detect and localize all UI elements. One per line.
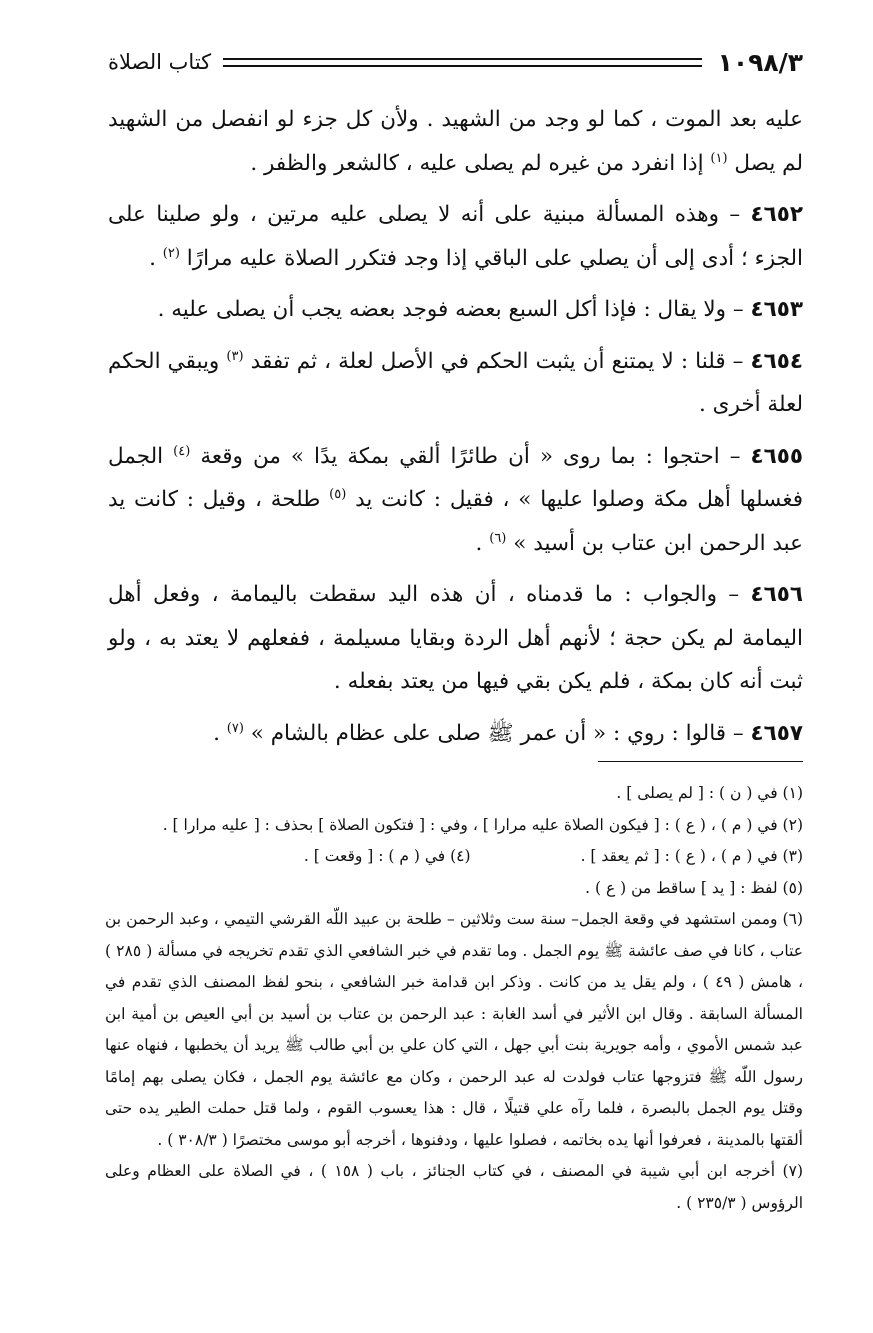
footnote-1: (١) في ( ن ) : [ لم يصلى ] . [616,784,803,802]
paragraph-number: ٤٦٥٧ [750,720,803,746]
book-title: كتاب الصلاة [108,50,212,74]
footnote-4: (٤) في ( م ) : [ وقعت ] . [303,847,471,865]
page-header [108,42,803,82]
footnote-ref: (١) [710,150,728,166]
footnote-ref: (٥) [329,486,347,502]
footnote-ref: (٧) [226,720,244,736]
paragraph-continuation: عليه بعد الموت ، كما لو وجد من الشهيد . ولأن كل جزء لو انفصل من الشهيد لم يصل $^{(١)}$ إذا انفرد من غيره لم يصلى عليه ، كالشعر والظفر . [108,107,803,176]
footnote-ref: (٤) [173,443,191,459]
paragraph-4652: ٤٦٥٢ – وهذه المسألة مبنية على أنه لا يصلى عليه مرتين ، ولو صلينا على الجزء ؛ أدى إلى أن يصلي على الباقي إذا وجد فتكرر الصلاة عليه مرارًا $^{(٢)}$ . [108,202,803,271]
footnote-2: (٢) في ( م ) ، ( ع ) : [ فيكون الصلاة عليه مرارا ] ، وفي : [ فتكون الصلاة ] بحذف : [ عليه مرارا ] . [162,815,803,834]
paragraph-4655: ٤٦٥٥ – احتجوا : بما روى « أن طائرًا ألقي بمكة يدًا » من وقعة $^{(٤)}$ الجمل فغسلها أهل مكة وصلوا عليها » ، فقيل : كانت يد $^{(٥)}$ طلحة ، وقيل : كانت يد عبد الرحمن ابن عتاب بن أسيد » $^{(٦)}$ . [108,443,804,556]
main-text [108,98,803,763]
footnote-5: (٥) لفظ : [ يد ] ساقط من ( ع ) . [585,878,803,897]
footnotes [105,778,803,1219]
footnote-7: (٧) أخرجه ابن أبي شيبة في المصنف ، في كتاب الجنائز ، باب ( ١٥٨ ) ، في الصلاة على العظام وعلى الرؤوس ( ٢٣٥/٣ ) . [105,1162,803,1212]
footnote-6: (٦) وممن استشهد في وقعة الجمل– سنة ست وثلاثين – طلحة بن عبيد اللّه القرشي التيمي ، وعبد الرحمن بن عتاب ، كانا في صف عائشة ﷺ يوم الجمل . وما تقدم في خبر الشافعي الذي تقدم تخريجه في مسألة ( ٢٨٥ ) ، هامش ( ٤٩ ) ، ولم يقل يد من كانت . وذكر ابن قدامة خبر الشافعي ، بنحو لفظ المصنف الذي تقدم في المسألة السابقة . وقال ابن الأثير في أسد الغابة : عبد الرحمن بن عتاب بن أسيد بن أبي العيص بن أمية ابن عبد شمس الأموي ، وأمه جويرية بنت أبي جهل ، التي كان علي بن أبي طالب ﷺ يريد أن يخطبها ، فنهاه عنها رسول اللّه ﷺ فتزوجها عتاب فولدت له عبد الرحمن ، وكان مع عائشة يوم الجمل ، فكان يصلى بهم إمامًا وقتل يوم الجمل بالبصرة ، فلما رآه علي قتيلًا ، قال : هذا يعسوب القوم ، ولما قتل حملت الطير يده حتى ألقتها بالمدينة ، فعرفوا أنها يده بخاتمه ، فصلوا عليها ، ودفنوها ، أخرجه أبو موسى مختصرًا ( ٣٠٨/٣ ) . [105,910,803,1149]
paragraph-number: ٤٦٥٤ [750,348,804,374]
footnote-3: (٣) في ( م ) ، ( ع ) : [ ثم يعقد ] . [580,847,803,865]
paragraph-4653: ٤٦٥٣ – ولا يقال : فإذا أكل السبع بعضه فوجد بعضه يجب أن يصلى عليه . [157,297,803,322]
footnote-row [105,841,803,873]
footnote-ref: (٣) [226,348,244,364]
page-number: ١٠٩٨/٣ [717,47,803,77]
paragraph-number: ٤٦٥٣ [750,297,803,322]
paragraph-number: ٤٦٥٦ [750,582,803,607]
paragraph-4656: ٤٦٥٦ – والجواب : ما قدمناه ، أن هذه اليد سقطت باليمامة ، وفعل أهل اليمامة لم يكن حجة ؛ لأنهم أهل الردة وبقايا مسيلمة ، ففعلهم لا يعتد به ، ولو ثبت أنه كان بمكة ، فلم يكن بقي فيها من يعتد بفعله . [108,582,803,694]
footnote-ref: (٢) [162,245,180,261]
paragraph-4657: ٤٦٥٧ – قالوا : روي : « أن عمر ﷺ صلى على عظام بالشام » $^{(٧)}$ . [213,720,803,746]
footnote-separator [598,761,803,762]
paragraph-4654: ٤٦٥٤ – قلنا : لا يمتنع أن يثبت الحكم في الأصل لعلة ، ثم تفقد $^{(٣)}$ ويبقي الحكم لعلة أخرى . [108,348,804,417]
header-rule [223,58,701,67]
paragraph-number: ٤٦٥٢ [750,202,803,227]
footnote-ref: (٦) [489,530,507,546]
paragraph-number: ٤٦٥٥ [750,443,804,469]
